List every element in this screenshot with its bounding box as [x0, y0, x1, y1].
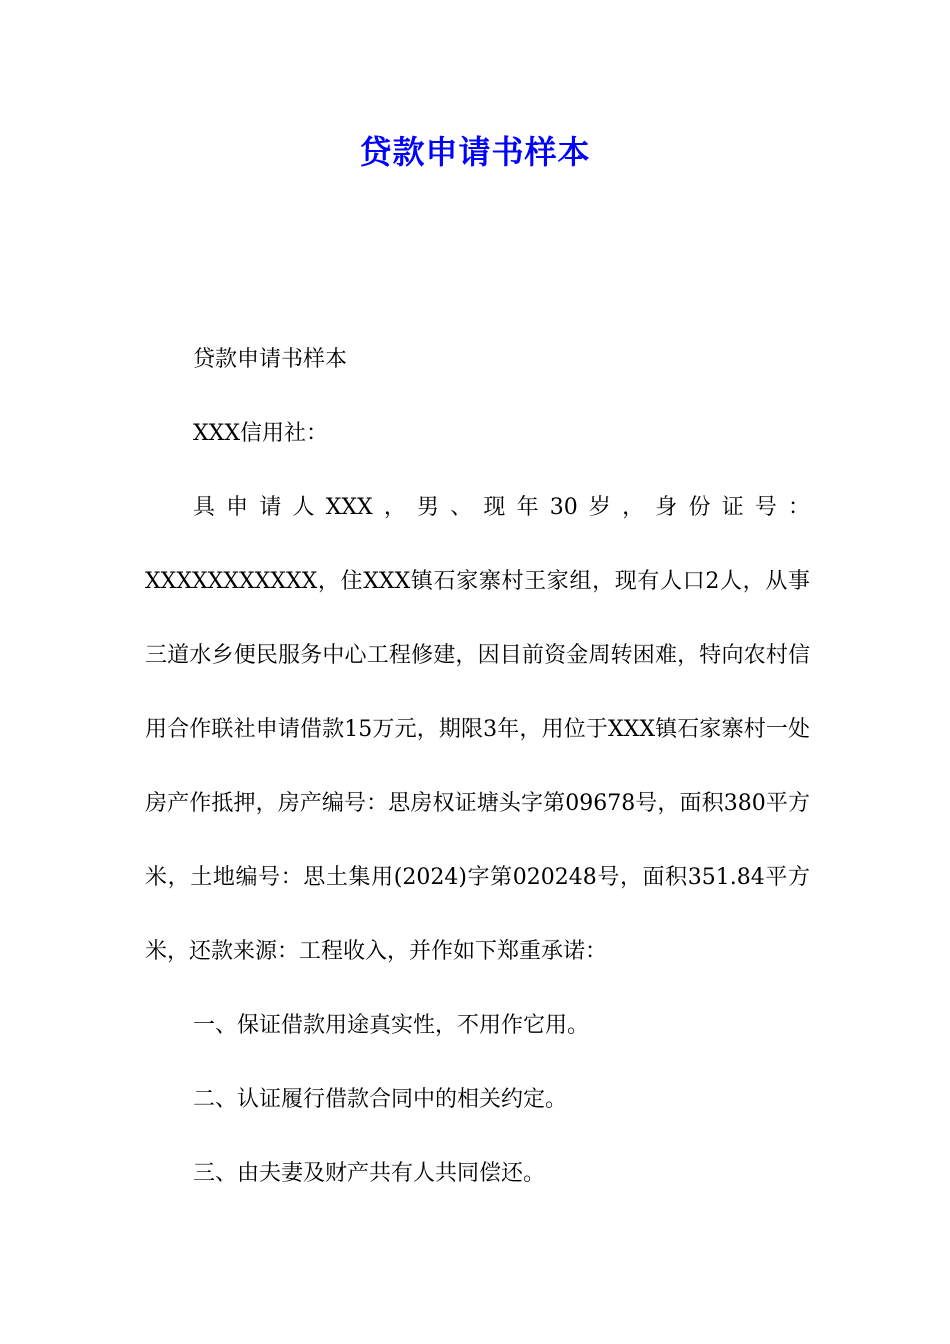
commitment-item-3: 三、由夫妻及财产共有人共同偿还。 [193, 1161, 546, 1186]
salutation: XXX信用社： [193, 421, 328, 446]
document-heading: 贷款申请书样本 [193, 347, 348, 372]
application-paragraph: 具申请人XXX，男、现年30岁，身份证号：XXXXXXXXXXX，住XXX镇石家寨村王家组，现有人口2人，从事三道水乡便民服务中心工程修建，因目前资金周转困难，特向农村信用合作联社申请借款15万元，期限3年，用位于XXX镇石家寨村一处房产作抵押，房产编号：思房权证塘头字第09678号，面积380平方米，土地编号：思土集用(2024)字第020248号，面积351.84平方米，还款来源：工程收入，并作如下郑重承诺： [145, 495, 810, 964]
document-title: 贷款申请书样本 [359, 133, 591, 171]
document-body [145, 334, 810, 1222]
commitment-item-1: 一、保证借款用途真实性，不用作它用。 [193, 1013, 590, 1038]
commitment-item-2: 二、认证履行借款合同中的相关约定。 [193, 1087, 568, 1112]
